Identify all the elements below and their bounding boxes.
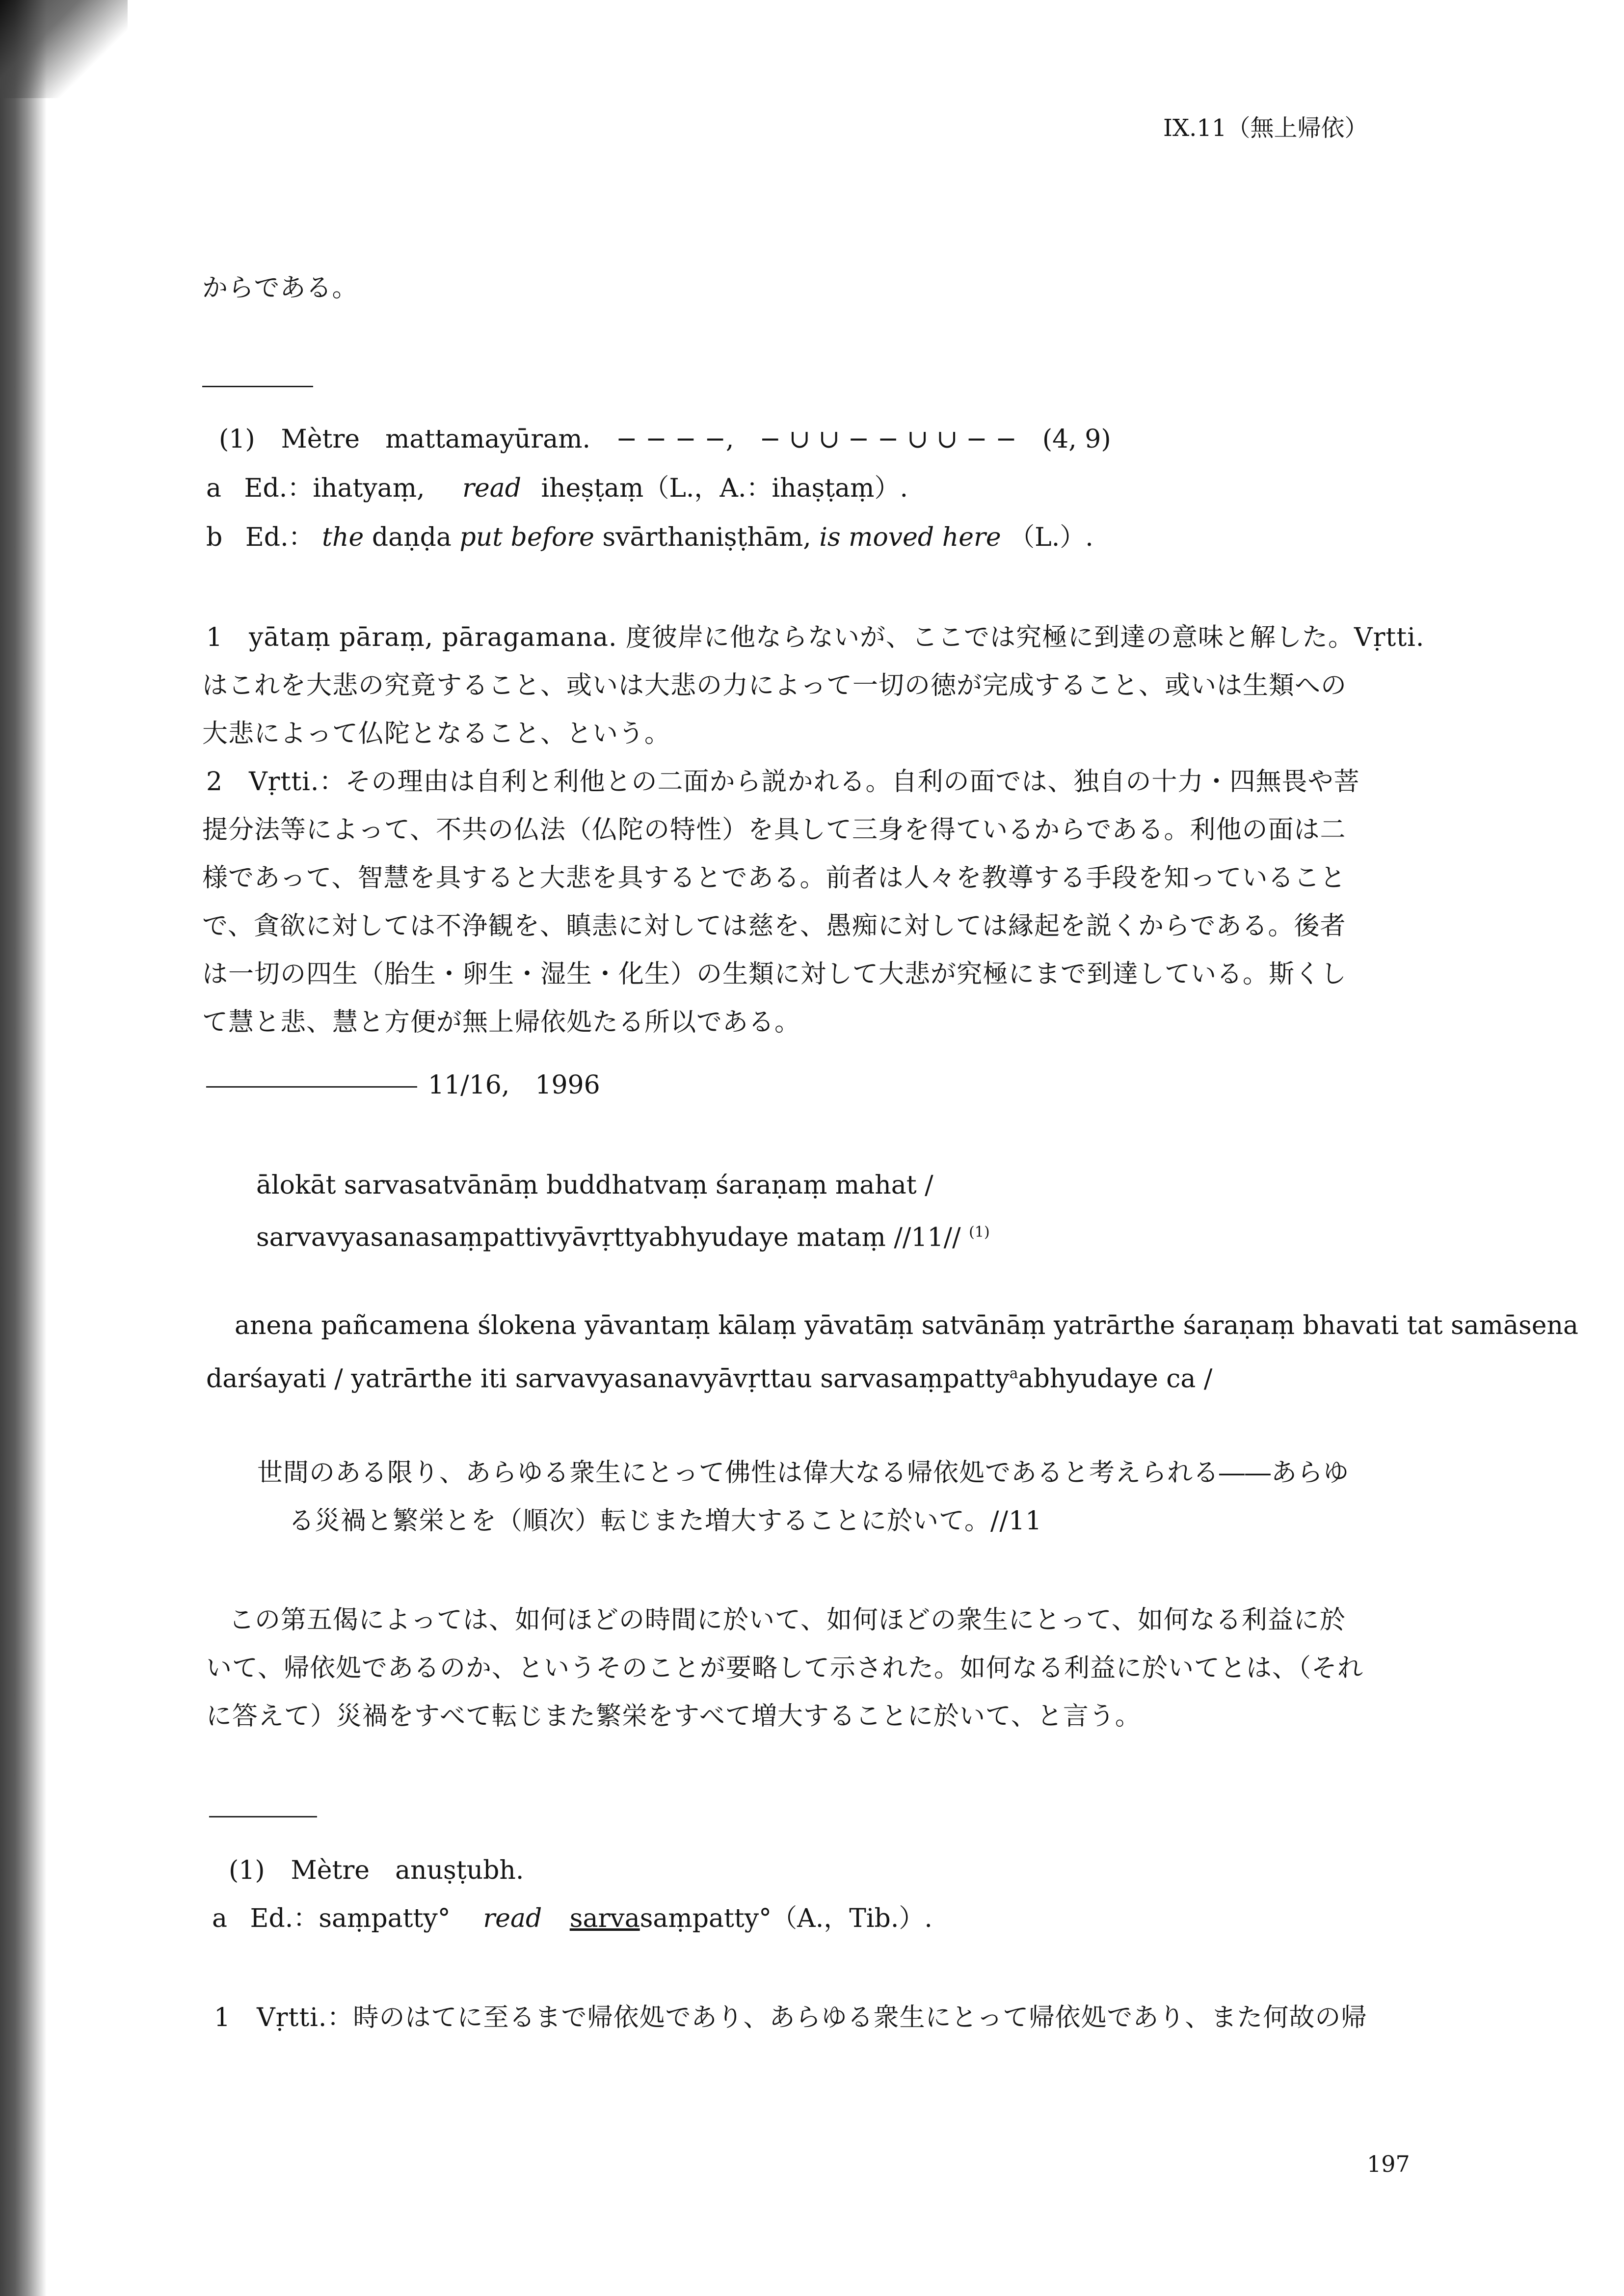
- scan-corner-shadow: [0, 0, 128, 98]
- opening-line: からである。: [202, 273, 358, 303]
- note-line: はこれを大悲の究竟すること、或いは大悲の力によって一切の徳が完成すること、或いは生類への: [202, 671, 1347, 700]
- translation-commentary-line: いて、帰依処であるのか、というそのことが要略して示された。如何なる利益に於いてとは、（それ: [206, 1654, 1363, 1683]
- scan-shadow: [0, 0, 47, 2296]
- translation-verse-line: 世間のある限り、あらゆる衆生にとって佛性は偉大なる帰依処であると考えられる――あらゆ: [257, 1458, 1349, 1488]
- translation-verse-line: る災禍と繁栄とを（順次）転じまた増大することに於いて。//11: [289, 1506, 1042, 1536]
- commentary-line-2: [206, 1357, 1212, 1396]
- note-line: は一切の四生（胎生・卵生・湿生・化生）の生類に対して大悲が究極にまで到達している。斯くし: [202, 960, 1347, 989]
- footnote-b-text-3: svārthaniṣṭhām,: [602, 523, 811, 552]
- footnote-metre-text: Mètre mattamayūram. − − − −, − ∪ ∪ − − ∪ ∪ − − (4, 9): [281, 425, 1111, 454]
- footnote-rule-1: [202, 386, 313, 387]
- footnote-a-read: read: [462, 474, 522, 503]
- footnote-a-read: read: [483, 1904, 542, 1933]
- footnote-rule-2: [209, 1816, 317, 1817]
- footnote-metre-num: (1): [219, 425, 255, 454]
- footnote-metre-text: Mètre anuṣṭubh.: [291, 1856, 524, 1885]
- note-last: 1 Vṛtti.：時のはてに至るまで帰依処であり、あらゆる衆生にとって帰依処であり、また何故の帰: [214, 2003, 1367, 2032]
- commentary-line-2a: darśayati / yatrārthe iti sarvavyasanavyāvṛttau sarvasaṃpatty: [206, 1364, 1010, 1394]
- footnote-metre-2: [229, 1853, 524, 1888]
- page-number: 197: [1367, 2151, 1410, 2177]
- note-line: 大悲によって仏陀となること、という。: [202, 719, 671, 748]
- footnote-b-text-1: Ed.：: [245, 523, 314, 552]
- footnote-a-text-1: Ed.：saṃpatty°: [250, 1904, 451, 1933]
- footnote-a-2: [212, 1901, 932, 1936]
- note-line: て慧と悲、慧と方便が無上帰依処たる所以である。: [202, 1008, 801, 1037]
- date-line: 11/16, 1996: [428, 1070, 600, 1100]
- note-line: 2 Vṛtti.：その理由は自利と利他との二面から説かれる。自利の面では、独自の十力・四無畏や菩: [206, 767, 1360, 797]
- verse-line-1: ālokāt sarvasatvānāṃ buddhatvaṃ śaraṇaṃ mahat /: [256, 1171, 933, 1200]
- footnote-b-text-4: （L.）.: [1009, 523, 1093, 552]
- commentary-line-1: anena pañcamena ślokena yāvantaṃ kālaṃ yāvatāṃ satvānāṃ yatrārthe śaraṇaṃ bhavati tat samāsena: [235, 1311, 1579, 1340]
- note-line: 1 yātaṃ pāraṃ, pāragamana. 度彼岸に他ならないが、ここでは究極に到達の意味と解した。Vṛtti.: [206, 623, 1425, 652]
- note-line: で、貪欲に対しては不浄観を、瞋恚に対しては慈を、愚痴に対しては縁起を説くからである。後者: [202, 911, 1346, 941]
- commentary-footnote-marker: a: [1009, 1365, 1018, 1382]
- footnote-a-label: a: [206, 474, 222, 503]
- footnote-b-text-2: daṇḍa: [372, 523, 452, 552]
- verse-line-2: [256, 1215, 990, 1255]
- footnote-b-label: b: [206, 523, 223, 552]
- note-line: 様であって、智慧を具すると大悲を具するとである。前者は人々を教導する手段を知っていること: [202, 863, 1346, 893]
- verse-line-2-text: sarvavyasanasaṃpattivyāvṛttyabhyudaye mataṃ //11//: [256, 1223, 961, 1253]
- note-line: 提分法等によって、不共の仏法（仏陀の特性）を具して三身を得ているからである。利他の面は二: [202, 815, 1346, 845]
- translation-commentary-line: この第五偈によっては、如何ほどの時間に於いて、如何ほどの衆生にとって、如何なる利益に於: [229, 1605, 1346, 1635]
- footnote-metre-1: [219, 422, 1111, 456]
- footnote-b-put: put before: [459, 523, 594, 552]
- footnote-metre-num: (1): [229, 1856, 265, 1885]
- commentary-line-2b: abhyudaye ca /: [1018, 1364, 1213, 1394]
- verse-footnote-marker: (1): [969, 1224, 990, 1241]
- footnote-a-1: [206, 471, 908, 506]
- footnote-b-the: the: [322, 523, 364, 552]
- footnote-a-text-2: saṃpatty°（A.，Tib.）.: [639, 1904, 932, 1933]
- footnote-a-text-2: iheṣṭaṃ（L.，A.：ihaṣṭaṃ）.: [541, 474, 908, 503]
- footnote-b-moved: is moved here: [819, 523, 1001, 552]
- footnote-b-1: [206, 520, 1093, 555]
- date-rule: [206, 1086, 417, 1088]
- footnote-a-text-1: Ed.：ihatyaṃ,: [244, 474, 425, 503]
- footnote-a-label: a: [212, 1904, 228, 1933]
- footnote-a-sarva: sarva: [569, 1904, 640, 1933]
- running-header: IX.11（無上帰依）: [1163, 114, 1368, 142]
- translation-commentary-line: に答えて）災禍をすべて転じまた繁栄をすべて増大することに於いて、と言う。: [206, 1702, 1141, 1731]
